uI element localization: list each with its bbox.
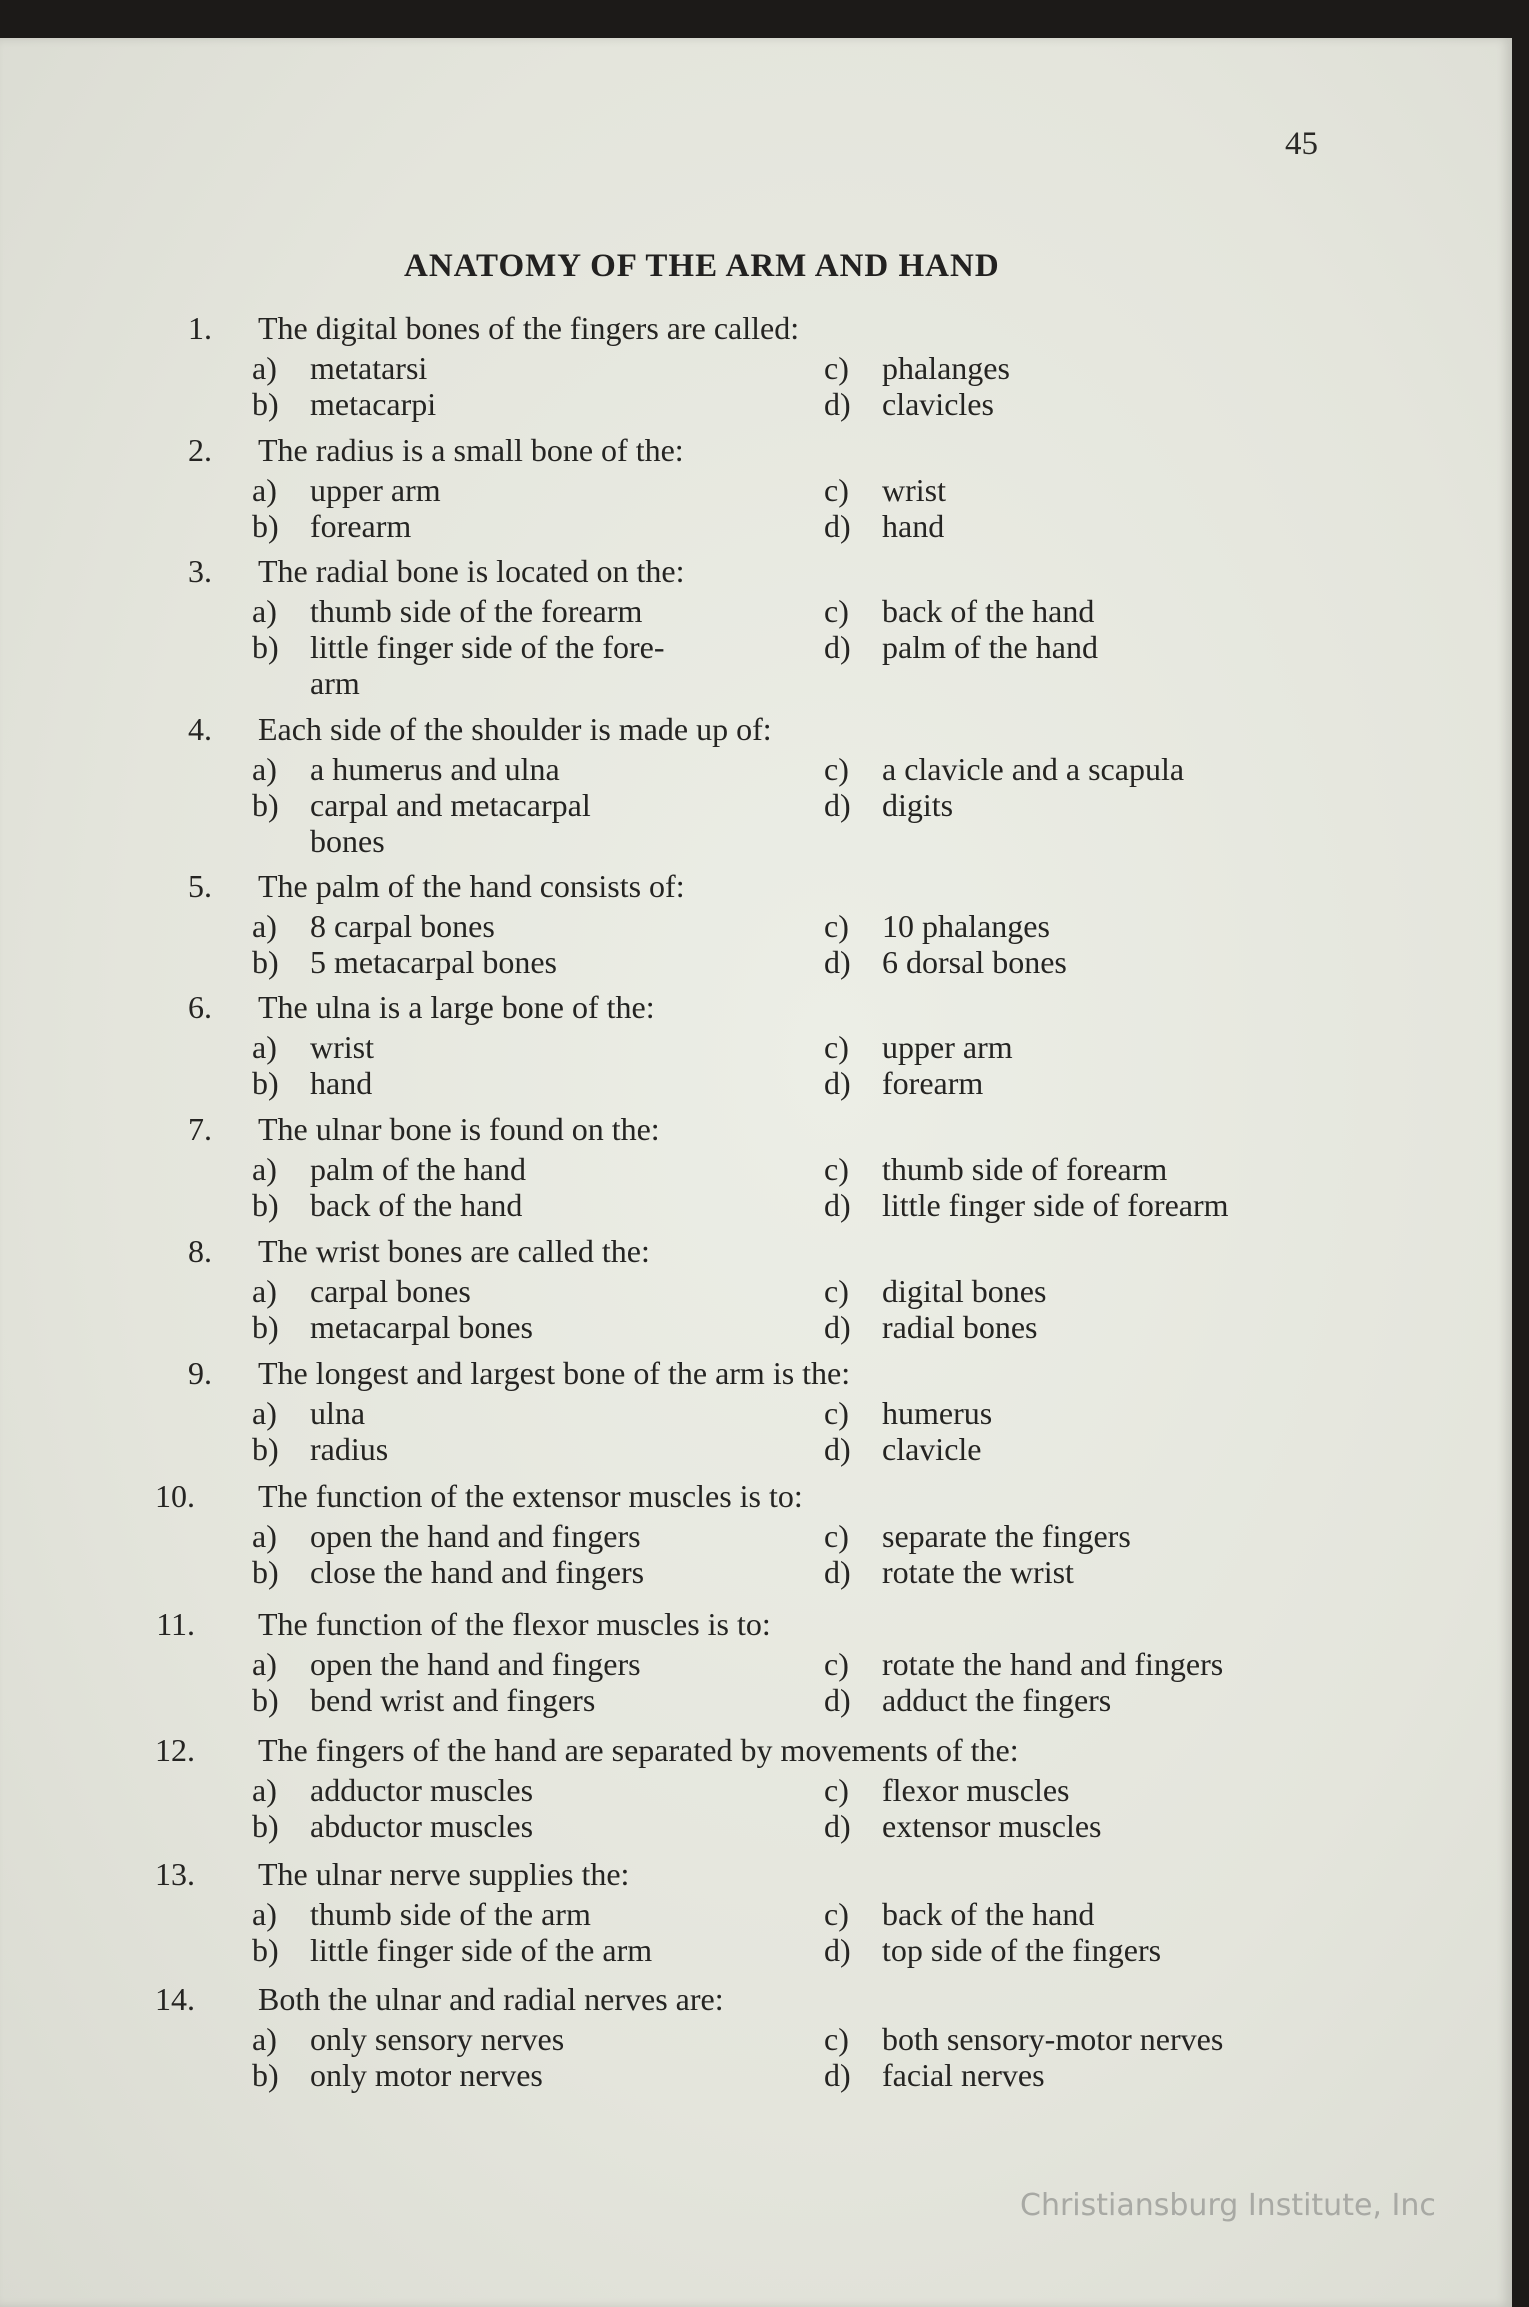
question-text: Each side of the shoulder is made up of:: [258, 711, 772, 747]
option-letter: a): [252, 1029, 277, 1065]
option-letter: c): [824, 751, 849, 787]
option-d: [824, 1309, 1038, 1346]
option-letter: a): [252, 751, 277, 787]
option-text: clavicle: [882, 1431, 982, 1467]
option-text: thumb side of forearm: [882, 1151, 1168, 1187]
option-text: upper arm: [882, 1029, 1013, 1065]
option-letter: a): [252, 350, 277, 386]
option-letter: d): [824, 629, 851, 665]
option-text: back of the hand: [882, 593, 1095, 629]
option-d: [824, 1065, 983, 1102]
option-a: [252, 908, 495, 945]
question-text: The fingers of the hand are separated by movements of the:: [258, 1732, 1019, 1768]
question-number: 14.: [155, 1981, 195, 2017]
option-letter: d): [824, 1554, 851, 1590]
option-letter: a): [252, 1772, 277, 1808]
question-number: 3.: [188, 553, 212, 589]
question-number: 13.: [155, 1856, 195, 1892]
question-text: The palm of the hand consists of:: [258, 868, 685, 904]
option-text: metatarsi: [310, 350, 428, 386]
option-text: back of the hand: [310, 1187, 523, 1223]
option-text: 8 carpal bones: [310, 908, 495, 944]
question-text: The longest and largest bone of the arm is the:: [258, 1355, 851, 1391]
option-text: palm of the hand: [310, 1151, 526, 1187]
option-text: phalanges: [882, 350, 1010, 386]
option-text: rotate the wrist: [882, 1554, 1074, 1590]
option-text: only sensory nerves: [310, 2021, 565, 2057]
option-d: [824, 2057, 1045, 2094]
option-text: open the hand and fingers: [310, 1518, 641, 1554]
option-letter: a): [252, 472, 277, 508]
option-d: [824, 386, 994, 423]
option-text: adduct the fingers: [882, 1682, 1112, 1718]
option-letter: a): [252, 1273, 277, 1309]
option-text: radial bones: [882, 1309, 1038, 1345]
option-text: wrist: [310, 1029, 374, 1065]
option-letter: a): [252, 1896, 277, 1932]
question-number: 7.: [188, 1111, 212, 1147]
option-text: open the hand and fingers: [310, 1646, 641, 1682]
option-b: [252, 944, 557, 981]
option-letter: b): [252, 629, 279, 665]
option-text: metacarpal bones: [310, 1309, 533, 1345]
option-text: close the hand and fingers: [310, 1554, 645, 1590]
option-text: humerus: [882, 1395, 993, 1431]
option-text: flexor muscles: [882, 1772, 1070, 1808]
option-b: [252, 1932, 652, 1969]
option-letter: c): [824, 1029, 849, 1065]
option-letter: b): [252, 2057, 279, 2093]
option-a: [252, 593, 642, 630]
option-d: [824, 629, 1098, 666]
option-letter: d): [824, 508, 851, 544]
option-letter: a): [252, 2021, 277, 2057]
option-a: [252, 1518, 641, 1555]
option-a: [252, 1896, 591, 1933]
option-text: upper arm: [310, 472, 441, 508]
option-letter: c): [824, 1772, 849, 1808]
option-letter: c): [824, 350, 849, 386]
option-letter: a): [252, 908, 277, 944]
question-text: The ulna is a large bone of the:: [258, 989, 655, 1025]
option-letter: b): [252, 508, 279, 544]
option-c: [824, 1772, 1070, 1809]
option-text: hand: [310, 1065, 373, 1101]
option-d: [824, 787, 953, 824]
question-number: 2.: [188, 432, 212, 468]
option-letter: b): [252, 386, 279, 422]
question-text: The digital bones of the fingers are called:: [258, 310, 800, 346]
option-c: [824, 1646, 1223, 1683]
option-letter: b): [252, 1431, 279, 1467]
option-letter: c): [824, 908, 849, 944]
option-d: [824, 1932, 1161, 1969]
option-text: carpal bones: [310, 1273, 471, 1309]
option-text: wrist: [882, 472, 946, 508]
option-d: [824, 508, 944, 545]
option-b: [252, 1431, 388, 1468]
option-letter: d): [824, 2057, 851, 2093]
option-letter: d): [824, 1932, 851, 1968]
option-letter: d): [824, 1187, 851, 1223]
option-letter: c): [824, 472, 849, 508]
option-a: [252, 472, 441, 509]
option-text: both sensory-motor nerves: [882, 2021, 1224, 2057]
option-text: metacarpi: [310, 386, 437, 422]
option-c: [824, 1151, 1167, 1188]
question-number: 9.: [188, 1355, 212, 1391]
option-continuation: arm: [310, 665, 360, 701]
option-a: [252, 1395, 365, 1432]
question-text: The ulnar bone is found on the:: [258, 1111, 660, 1147]
option-b: [252, 1309, 533, 1346]
option-text: a clavicle and a scapula: [882, 751, 1185, 787]
option-d: [824, 1554, 1074, 1591]
question-text: The function of the extensor muscles is to:: [258, 1478, 803, 1514]
question-number: 1.: [188, 310, 212, 346]
option-letter: b): [252, 1065, 279, 1101]
option-c: [824, 2021, 1223, 2058]
option-text: 6 dorsal bones: [882, 944, 1067, 980]
option-b: [252, 1808, 533, 1845]
option-a: [252, 1151, 526, 1188]
option-c: [824, 1029, 1013, 1066]
option-c: [824, 350, 1010, 387]
option-letter: a): [252, 1646, 277, 1682]
question-number: 5.: [188, 868, 212, 904]
option-b: [252, 629, 665, 666]
option-b: [252, 1682, 595, 1719]
question-number: 12.: [155, 1732, 195, 1768]
option-letter: d): [824, 1682, 851, 1718]
option-text: 5 metacarpal bones: [310, 944, 557, 980]
option-c: [824, 1273, 1046, 1310]
option-text: radius: [310, 1431, 389, 1467]
option-text: ulna: [310, 1395, 366, 1431]
option-text: 10 phalanges: [882, 908, 1050, 944]
option-text: little finger side of the arm: [310, 1932, 653, 1968]
option-text: abductor muscles: [310, 1808, 534, 1844]
option-c: [824, 751, 1184, 788]
question-number: 8.: [188, 1233, 212, 1269]
option-text: forearm: [882, 1065, 984, 1101]
option-d: [824, 1682, 1111, 1719]
option-letter: d): [824, 386, 851, 422]
option-letter: c): [824, 1896, 849, 1932]
option-text: facial nerves: [882, 2057, 1045, 2093]
option-text: palm of the hand: [882, 629, 1098, 665]
option-letter: b): [252, 1682, 279, 1718]
option-text: forearm: [310, 508, 412, 544]
option-letter: d): [824, 1065, 851, 1101]
question-number: 6.: [188, 989, 212, 1025]
book-page: [0, 38, 1512, 2307]
option-text: bend wrist and fingers: [310, 1682, 596, 1718]
option-letter: c): [824, 1395, 849, 1431]
option-letter: c): [824, 1151, 849, 1187]
question-text: The ulnar nerve supplies the:: [258, 1856, 630, 1892]
option-text: thumb side of the arm: [310, 1896, 591, 1932]
question-number: 10.: [155, 1478, 195, 1514]
option-c: [824, 908, 1050, 945]
option-letter: a): [252, 1518, 277, 1554]
option-c: [824, 1395, 992, 1432]
option-letter: c): [824, 1273, 849, 1309]
option-letter: c): [824, 1646, 849, 1682]
option-text: top side of the fingers: [882, 1932, 1162, 1968]
option-c: [824, 1518, 1131, 1555]
question-text: The function of the flexor muscles is to:: [258, 1606, 771, 1642]
option-b: [252, 386, 436, 423]
option-text: back of the hand: [882, 1896, 1095, 1932]
option-continuation: bones: [310, 823, 385, 859]
option-letter: b): [252, 1932, 279, 1968]
question-number: 4.: [188, 711, 212, 747]
option-a: [252, 350, 427, 387]
option-a: [252, 1029, 374, 1066]
question-text: The wrist bones are called the:: [258, 1233, 650, 1269]
option-d: [824, 1431, 981, 1468]
question-text: The radial bone is located on the:: [258, 553, 685, 589]
option-d: [824, 944, 1067, 981]
option-text: clavicles: [882, 386, 994, 422]
option-b: [252, 1187, 522, 1224]
option-text: digital bones: [882, 1273, 1047, 1309]
option-letter: b): [252, 944, 279, 980]
option-d: [824, 1187, 1229, 1224]
option-a: [252, 1273, 471, 1310]
option-c: [824, 593, 1094, 630]
option-a: [252, 751, 560, 788]
option-letter: b): [252, 787, 279, 823]
page-title: ANATOMY OF THE ARM AND HAND: [404, 248, 1000, 284]
option-letter: c): [824, 593, 849, 629]
option-letter: b): [252, 1808, 279, 1844]
option-text: digits: [882, 787, 954, 823]
option-b: [252, 787, 591, 824]
option-letter: d): [824, 944, 851, 980]
page-number: 45: [1285, 126, 1318, 162]
option-letter: c): [824, 1518, 849, 1554]
option-text: hand: [882, 508, 945, 544]
option-c: [824, 1896, 1094, 1933]
option-a: [252, 2021, 564, 2058]
option-c: [824, 472, 946, 509]
option-letter: a): [252, 1151, 277, 1187]
option-b: [252, 2057, 543, 2094]
option-text: separate the fingers: [882, 1518, 1131, 1554]
option-b: [252, 508, 411, 545]
option-text: little finger side of the fore-: [310, 629, 665, 665]
option-text: thumb side of the forearm: [310, 593, 643, 629]
option-b: [252, 1554, 644, 1591]
option-letter: d): [824, 1309, 851, 1345]
option-letter: d): [824, 1431, 851, 1467]
option-b: [252, 1065, 372, 1102]
option-text: a humerus and ulna: [310, 751, 560, 787]
option-d: [824, 1808, 1102, 1845]
option-text: rotate the hand and fingers: [882, 1646, 1224, 1682]
watermark: Christiansburg Institute, Inc: [1020, 2188, 1436, 2223]
option-letter: d): [824, 787, 851, 823]
option-letter: c): [824, 2021, 849, 2057]
option-text: adductor muscles: [310, 1772, 534, 1808]
question-text: Both the ulnar and radial nerves are:: [258, 1981, 724, 2017]
option-text: only motor nerves: [310, 2057, 543, 2093]
option-letter: a): [252, 1395, 277, 1431]
option-letter: b): [252, 1187, 279, 1223]
option-text: extensor muscles: [882, 1808, 1102, 1844]
option-letter: b): [252, 1554, 279, 1590]
option-letter: b): [252, 1309, 279, 1345]
option-letter: d): [824, 1808, 851, 1844]
option-a: [252, 1772, 533, 1809]
option-letter: a): [252, 593, 277, 629]
option-a: [252, 1646, 641, 1683]
question-number: 11.: [156, 1606, 195, 1642]
option-text: little finger side of forearm: [882, 1187, 1229, 1223]
option-text: carpal and metacarpal: [310, 787, 591, 823]
question-text: The radius is a small bone of the:: [258, 432, 684, 468]
